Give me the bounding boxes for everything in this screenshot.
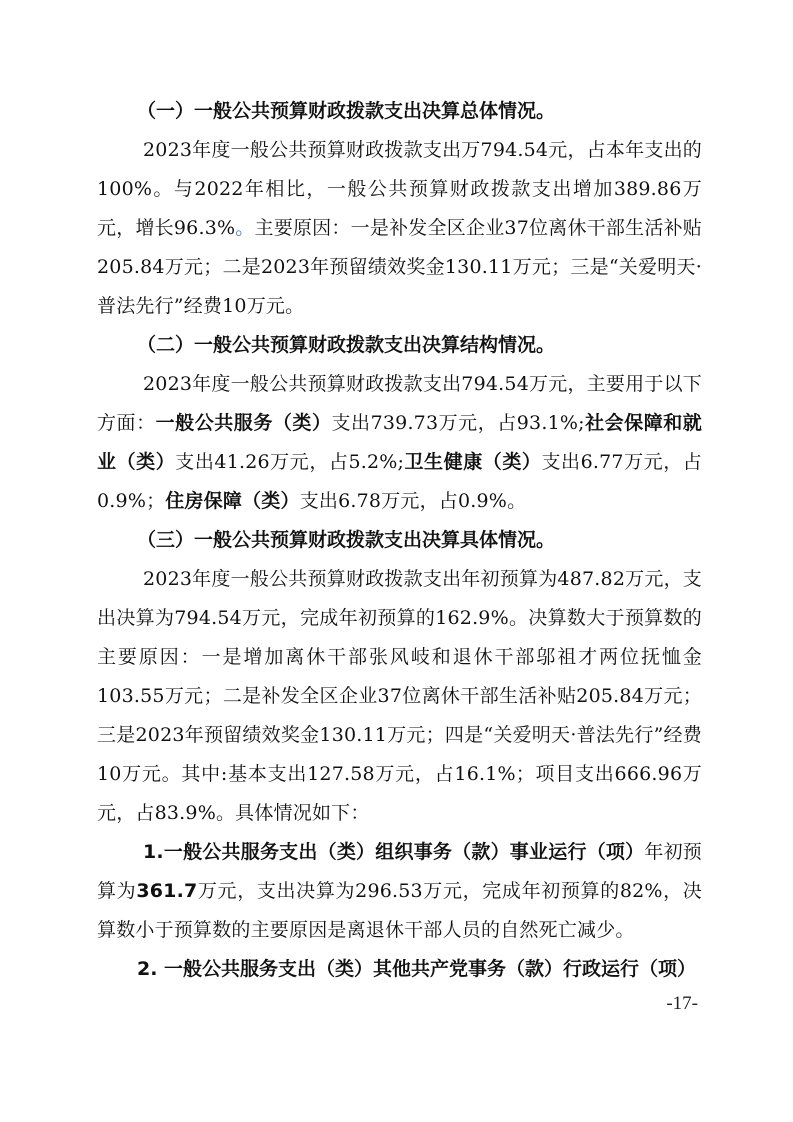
section-3-paragraph: 2023年度一般公共预算财政拨款支出年初预算为487.82万元，支出决算为794.54万元，完成年初预算的162.9%。决算数大于预算数的主要原因：一是增加离休干部张风岐和退休干部邬祖才两位抚恤金103.55万元；二是补发全区企业37位离休干部生活补贴205.84万元；三是2023年预留绩效奖金130.11万元；四是“关爱明天·普法先行”经费10万元。其中:基本支出127.58万元，占16.1%；项目支出666.96万元，占83.9%。具体情况如下： (97, 568, 702, 824)
category-health-value: 支出6.77万元，占0.9%； (97, 451, 702, 512)
section-3-heading: （三）一般公共预算财政拨款支出决算具体情况。 (137, 529, 556, 551)
section-2-paragraph (97, 365, 702, 521)
category-social-security-value: 支出41.26万元，占5.2%; (175, 451, 405, 473)
section-1-heading: （一）一般公共预算财政拨款支出决算总体情况。 (137, 100, 556, 122)
item-1-amount: 361.7 (136, 880, 198, 902)
category-housing-value: 支出6.78万元，占0.9%。 (299, 490, 527, 512)
category-general-public-services-value: 支出739.73万元，占93.1%; (331, 412, 585, 434)
section-2-intro: 2023年度一般公共预算财政拨款支出794.54万元，主要用于以下方面： (97, 373, 702, 434)
item-1-text-b: 万元，支出决算为296.53万元，完成年初预算的82%，决算数小于预算数的主要原因是离退休干部人员的自然死亡减少。 (97, 880, 703, 941)
section-1-period: 。 (235, 217, 255, 239)
category-housing: 住房保障（类） (165, 490, 300, 512)
page-number: -17- (666, 993, 698, 1014)
item-1-text-a: 年初预算为 (97, 841, 702, 902)
item-1-paragraph (97, 833, 702, 950)
category-health: 卫生健康（类） (404, 451, 542, 473)
section-2-heading: （二）一般公共预算财政拨款支出决算结构情况。 (137, 334, 556, 356)
document-body (97, 92, 702, 989)
item-2-label: 2. 一般公共服务支出（类）其他共产党事务（款）行政运行（项） (137, 958, 697, 980)
section-1-paragraph (97, 131, 702, 326)
section-1-text-b: 主要原因：一是补发全区企业37位离休干部生活补贴205.84万元；二是2023年预留绩效奖金130.11万元；三是“关爱明天·普法先行”经费10万元。 (97, 217, 702, 317)
category-social-security: 社会保障和就业（类） (97, 412, 702, 473)
section-1-text-a: 2023年度一般公共预算财政拨款支出万794.54元，占本年支出的100%。与2022年相比，一般公共预算财政拨款支出增加389.86万元，增长96.3% (97, 139, 702, 239)
category-general-public-services: 一般公共服务（类） (155, 412, 332, 434)
item-1-label: 1.一般公共服务支出（类）组织事务（款）事业运行（项） (143, 841, 645, 863)
